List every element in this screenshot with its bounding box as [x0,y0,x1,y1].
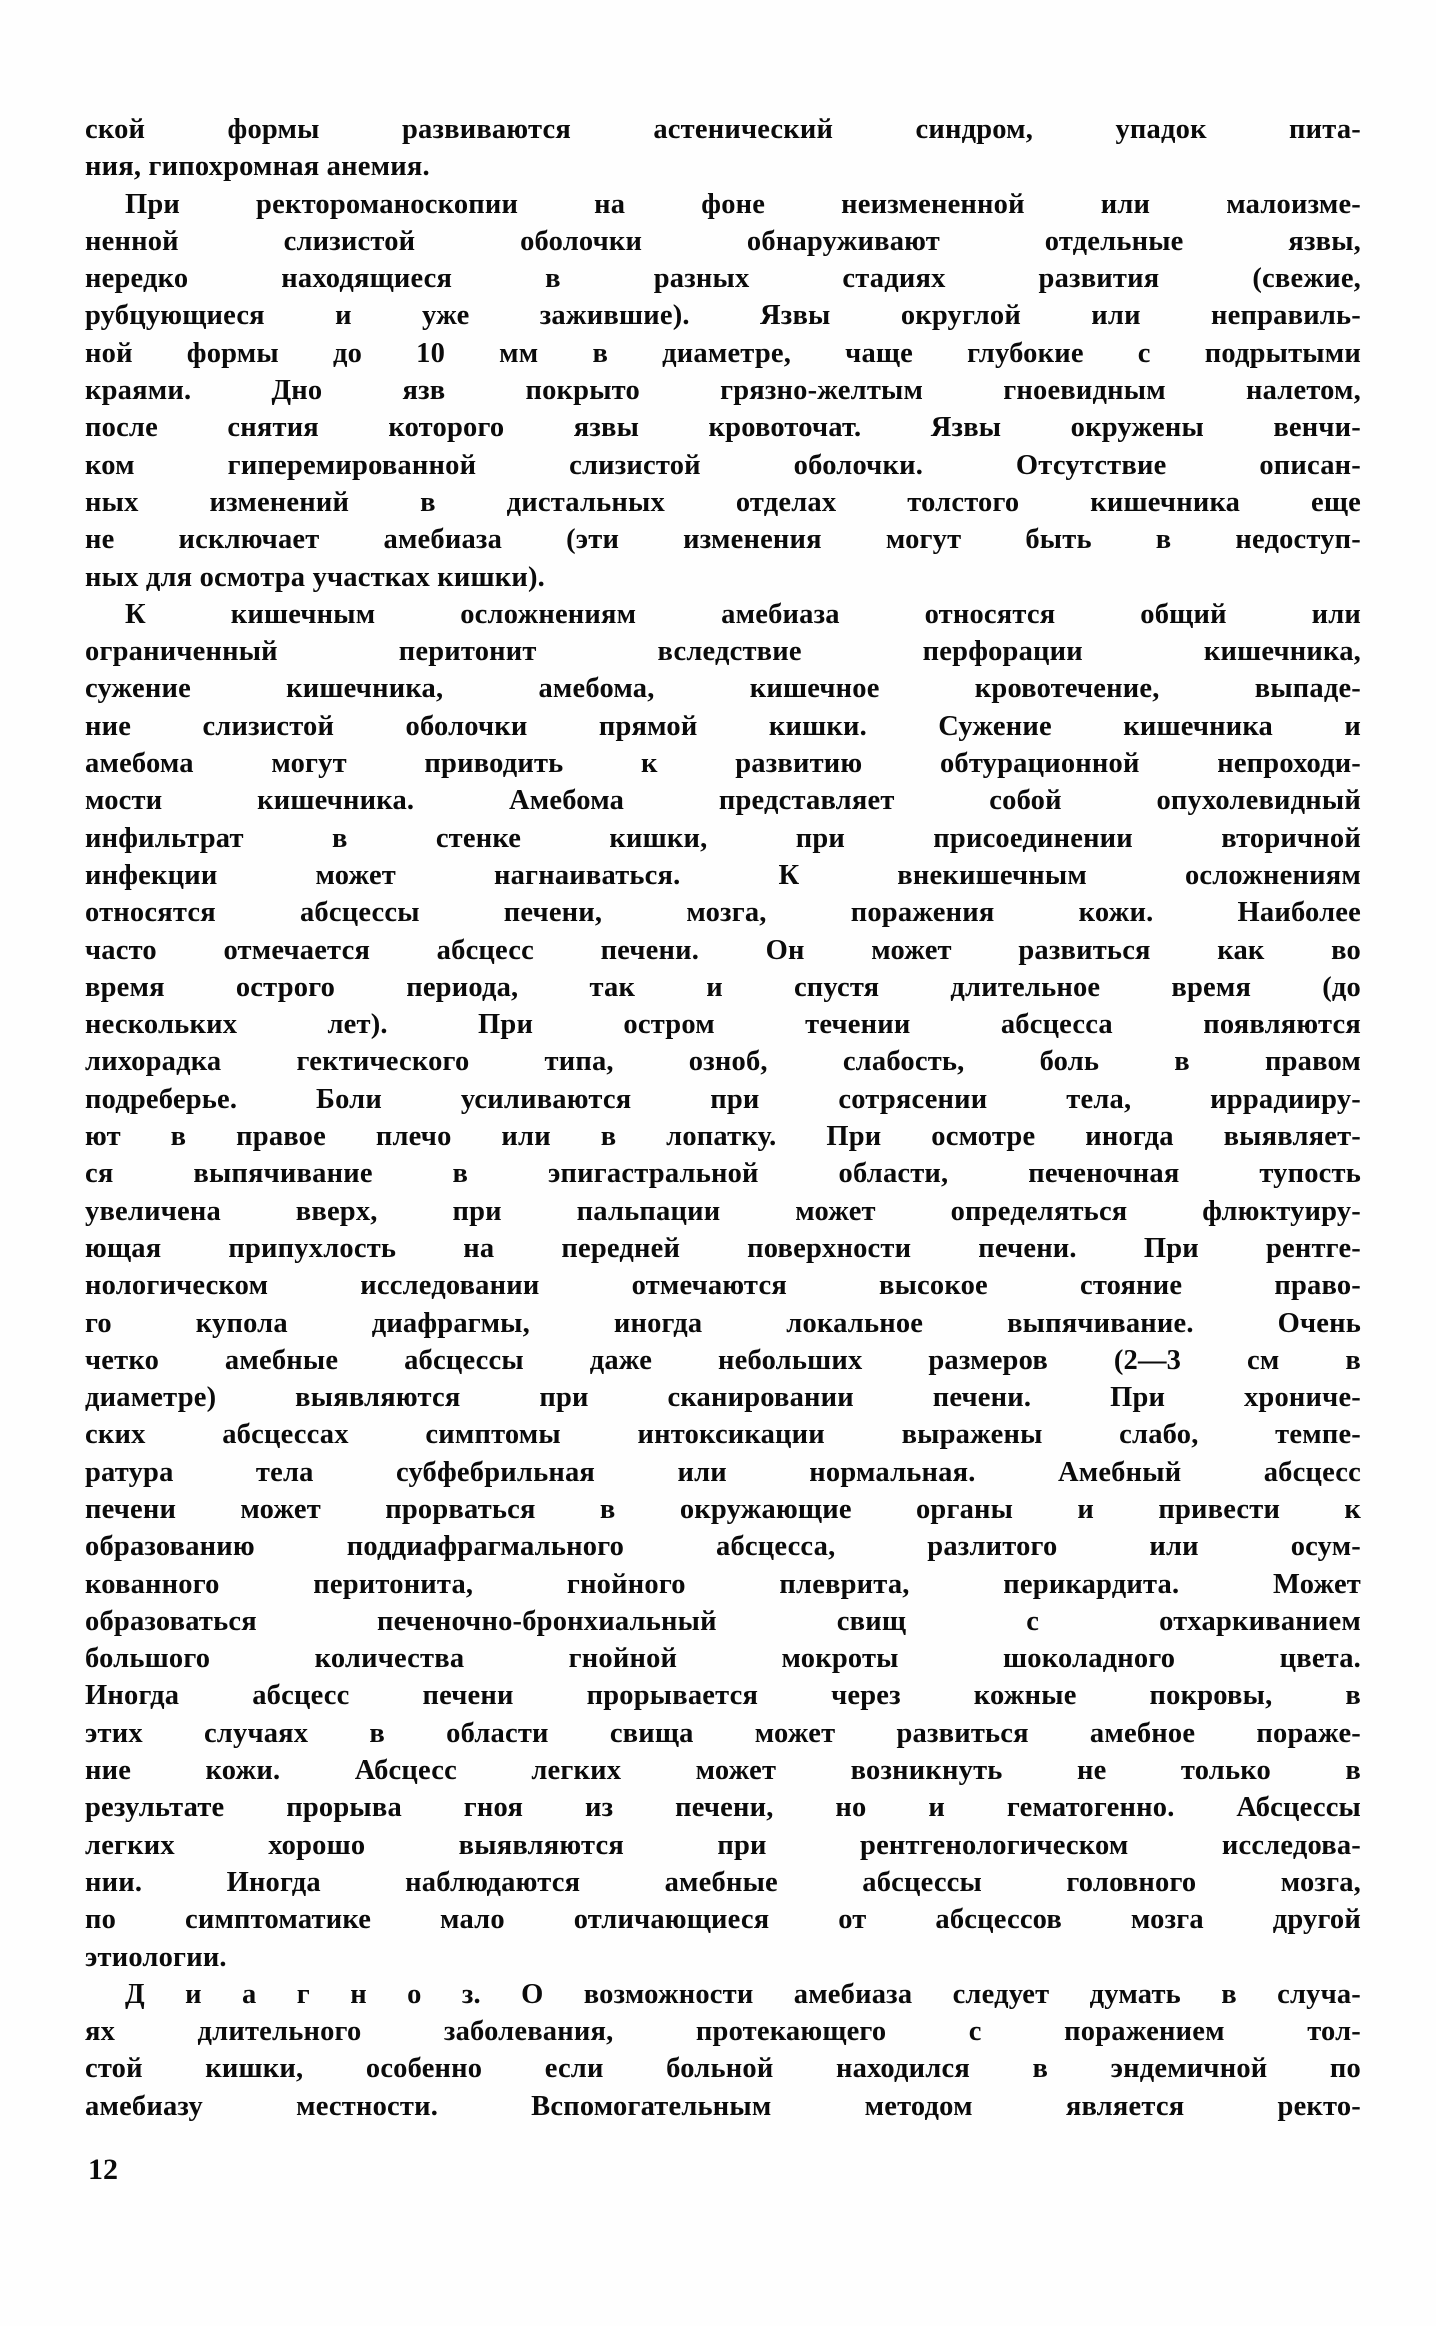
text-line: При ректороманоскопии на фоне неизмененной или малоизме- [125,188,1361,220]
text-line: мости кишечника. Амебома представляет собой опухолевидный [85,785,1361,817]
text-line: относятся абсцессы печени, мозга, поражения кожи. Наиболее [85,897,1361,929]
text-line: по симптоматике мало отличающиеся от абсцессов мозга другой [85,1904,1361,1936]
text-line: нескольких лет). При остром течении абсцесса появляются [85,1009,1361,1041]
text-line: ние кожи. Абсцесс легких может возникнуть не только в [85,1755,1361,1787]
text-line: увеличена вверх, при пальпации может определяться флюктуиру- [85,1195,1361,1227]
text-line: образованию поддиафрагмального абсцесса, разлитого или осум- [85,1531,1361,1563]
text-line: стой кишки, особенно если больной находился в эндемичной по [85,2053,1361,2085]
text-line: амебома могут приводить к развитию обтурационной непроходи- [85,748,1361,780]
paragraph [85,596,1361,1976]
text-line: кованного перитонита, гнойного плеврита, перикардита. Может [85,1568,1361,1600]
paragraph [85,186,1361,596]
text-line: ной формы до 10 мм в диаметре, чаще глубокие с подрытыми [85,337,1361,369]
text-line: ских абсцессах симптомы интоксикации выражены слабо, темпе- [85,1419,1361,1451]
text-line: инфильтрат в стенке кишки, при присоединении вторичной [85,822,1361,854]
text-line: подреберье. Боли усиливаются при сотрясении тела, иррадииру- [85,1083,1361,1115]
text-line: ных для осмотра участках кишки). [85,561,545,593]
text-line: нередко находящиеся в разных стадиях развития (свежие, [85,263,1361,295]
text-line: ской формы развиваются астенический синдром, упадок пита- [85,114,1361,145]
text-line: ком гиперемированной слизистой оболочки. Отсутствие описан- [85,449,1361,481]
text-line: К кишечным осложнениям амебиаза относятся общий или [125,598,1361,630]
text-line: образоваться печеночно-бронхиальный свищ с отхаркиванием [85,1605,1361,1637]
text-line: краями. Дно язв покрыто грязно-желтым гноевидным налетом, [85,375,1361,407]
text-line: го купола диафрагмы, иногда локальное выпячивание. Очень [85,1307,1361,1339]
text-line: диаметре) выявляются при сканировании печени. При хрониче- [85,1382,1361,1414]
text-line: не исключает амебиаза (эти изменения могут быть в недоступ- [85,524,1361,556]
text-line: Иногда абсцесс печени прорывается через кожные покровы, в [85,1680,1361,1712]
text-line: этиологии. [85,1941,227,1973]
text-line: ратура тела субфебрильная или нормальная. Амебный абсцесс [85,1456,1361,1488]
text-line: ных изменений в дистальных отделах толстого кишечника еще [85,486,1361,518]
text-line: легких хорошо выявляются при рентгенологическом исследова- [85,1829,1361,1861]
text-line: ющая припухлость на передней поверхности печени. При рентге- [85,1232,1361,1264]
text-line: ях длительного заболевания, протекающего с поражением тол- [85,2016,1361,2048]
text-line: большого количества гнойной мокроты шоколадного цвета. [85,1643,1361,1675]
text-line: рубцующиеся и уже зажившие). Язвы округлой или неправиль- [85,300,1361,332]
text-line: нологическом исследовании отмечаются высокое стояние право- [85,1270,1361,1302]
paragraph [85,111,1361,186]
text-line: результате прорыва гноя из печени, но и гематогенно. Абсцессы [85,1792,1361,1824]
text-line: лихорадка гектического типа, озноб, слабость, боль в правом [85,1046,1361,1078]
text-line: часто отмечается абсцесс печени. Он может развиться как во [85,934,1361,966]
text-line: ние слизистой оболочки прямой кишки. Сужение кишечника и [85,710,1361,742]
page-text-block [85,111,1361,2125]
text-line: этих случаях в области свища может развиться амебное пораже- [85,1717,1361,1749]
text-line: ограниченный перитонит вследствие перфорации кишечника, [85,636,1361,668]
text-line: сужение кишечника, амебома, кишечное кровотечение, выпаде- [85,673,1361,705]
text-line: время острого периода, так и спустя длительное время (до [85,971,1361,1003]
text-line: Д и а г н о з. О возможности амебиаза следует думать в случа- [125,1978,1361,2010]
text-line: четко амебные абсцессы даже небольших размеров (2—3 см в [85,1344,1361,1376]
text-line: ненной слизистой оболочки обнаруживают отдельные язвы, [85,225,1361,257]
text-line: после снятия которого язвы кровоточат. Язвы окружены венчи- [85,412,1361,444]
text-line: ся выпячивание в эпигастральной области, печеночная тупость [85,1158,1361,1190]
text-line: печени может прорваться в окружающие органы и привести к [85,1493,1361,1525]
text-line: инфекции может нагнаиваться. К внекишечным осложнениям [85,859,1361,891]
text-line: ния, гипохромная анемия. [85,151,430,183]
text-line: нии. Иногда наблюдаются амебные абсцессы головного мозга, [85,1866,1361,1898]
page-number: 12 [88,2153,118,2186]
text-line: амебиазу местности. Вспомогательным методом является ректо- [85,2090,1361,2122]
text-line: ют в правое плечо или в лопатку. При осмотре иногда выявляет- [85,1121,1361,1153]
paragraph [85,1976,1361,2125]
